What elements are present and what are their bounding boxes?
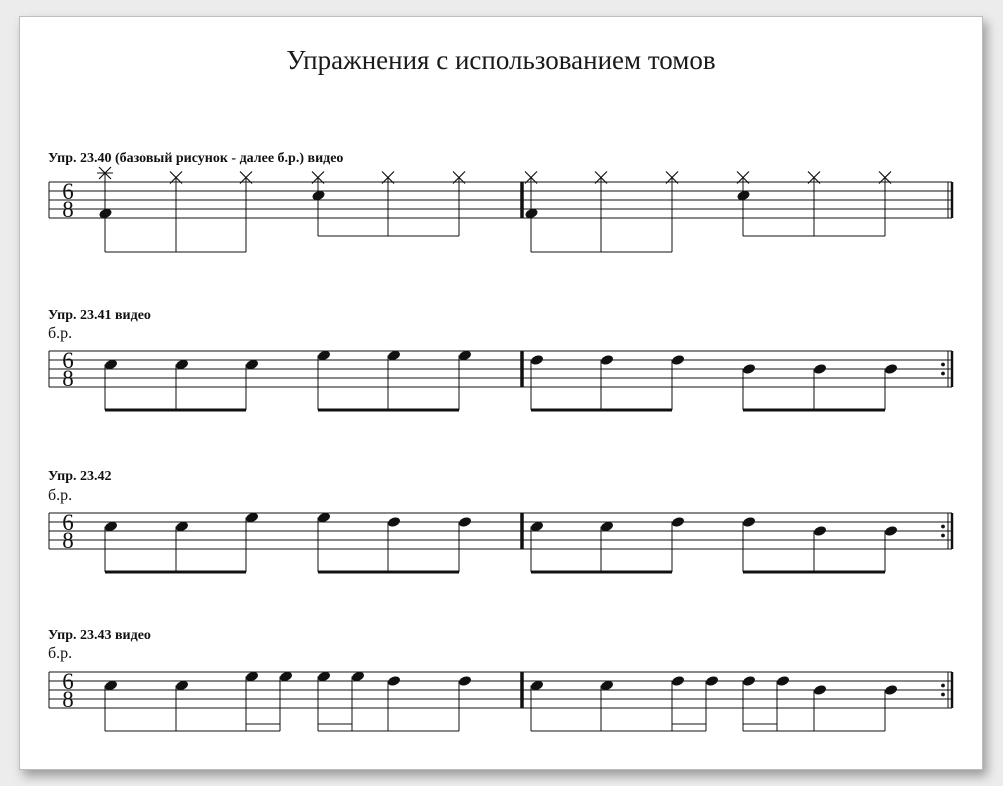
time-signature-bottom: 8 [62, 528, 74, 553]
time-signature-bottom: 8 [62, 366, 74, 391]
time-signature-top: 6 [62, 179, 74, 204]
tom-note [742, 516, 757, 528]
exercise-title-23-40: Упр. 23.40 (базовый рисунок - далее б.р.) видео [48, 151, 344, 166]
tom-note [671, 354, 686, 366]
repeat-dot [941, 693, 945, 697]
exercise-subtitle-23-43: б.р. [48, 645, 73, 662]
tom-note [671, 516, 686, 528]
tom-note [742, 363, 757, 375]
tom-note [884, 684, 899, 696]
tom-note [705, 675, 720, 687]
exercise-subtitle-23-41: б.р. [48, 325, 73, 342]
repeat-dot [941, 534, 945, 538]
repeat-dot [941, 684, 945, 688]
repeat-dot [941, 363, 945, 367]
exercise-title-23-41: Упр. 23.41 видео [48, 308, 151, 323]
score-notation [20, 17, 982, 769]
tom-note [530, 354, 545, 366]
repeat-dot [941, 372, 945, 376]
exercise-subtitle-23-42: б.р. [48, 487, 73, 504]
tom-note [387, 675, 402, 687]
tom-note [458, 675, 473, 687]
page-title: Упражнения с использованием томов [286, 45, 716, 75]
sheet-page [19, 16, 983, 770]
time-signature-bottom: 8 [62, 687, 74, 712]
time-signature-top: 6 [62, 348, 74, 373]
exercise-title-23-42: Упр. 23.42 [48, 469, 112, 484]
tom-note [813, 684, 828, 696]
tom-note [884, 525, 899, 537]
time-signature-top: 6 [62, 510, 74, 535]
tom-note [776, 675, 791, 687]
tom-note [671, 675, 686, 687]
tom-note [600, 354, 615, 366]
time-signature-top: 6 [62, 669, 74, 694]
tom-note [813, 363, 828, 375]
tom-note [742, 675, 757, 687]
tom-note [387, 516, 402, 528]
tom-note [813, 525, 828, 537]
time-signature-bottom: 8 [62, 197, 74, 222]
repeat-dot [941, 525, 945, 529]
tom-note [884, 363, 899, 375]
tom-note [458, 516, 473, 528]
exercise-title-23-43: Упр. 23.43 видео [48, 628, 151, 643]
